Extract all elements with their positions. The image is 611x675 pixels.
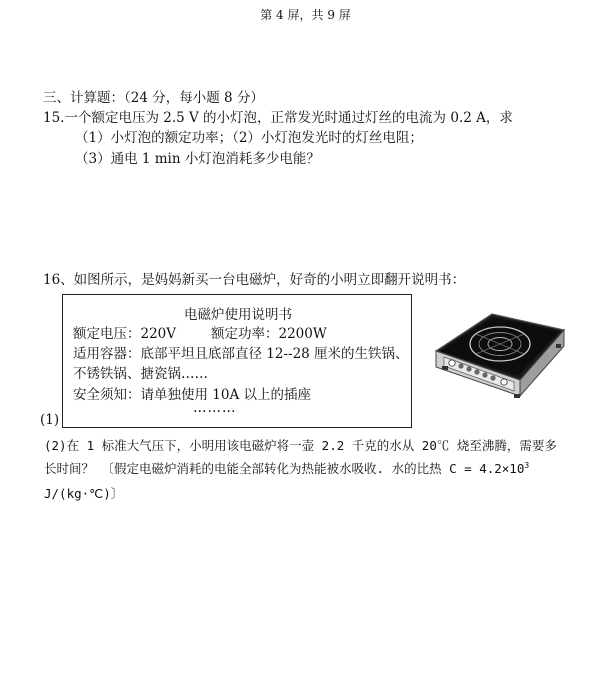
q16-part2-line3: J/(kg·℃)〕 <box>44 486 124 501</box>
manual-container-line2: 不锈铁锅、搪瓷锅…… <box>73 366 208 382</box>
manual-rated-voltage: 额定电压：220V <box>73 326 177 342</box>
manual-title: 电磁炉使用说明书 <box>184 307 292 323</box>
q16-part2-line2-text: 长时间？ 〔假定电磁炉消耗的电能全部转化为热能被水吸收. 水的比热 C = 4.2×10 <box>44 461 525 476</box>
q15-parts-line1: （1）小灯泡的额定功率；（2）小灯泡发光时的灯丝电阻； <box>75 130 423 146</box>
q16-stem: 16、如图所示，是妈妈新买一台电磁炉，好奇的小明立即翻开说明书： <box>43 272 466 288</box>
q16-part2-line1: (2)在 1 标准大气压下，小明用该电磁炉将一壶 2.2 千克的水从 20℃ 烧至沸腾，需要多 <box>44 438 557 453</box>
q16-part2-exponent: 3 <box>524 460 530 470</box>
q15-parts-line2: （3）通电 1 min 小灯泡消耗多少电能？ <box>75 151 320 167</box>
q16-part2-line2 <box>44 459 529 477</box>
manual-box <box>62 294 412 428</box>
q16-part1-label: (1) <box>40 412 60 428</box>
q15-stem: 15.一个额定电压为 2.5 V 的小灯泡，正常发光时通过灯丝的电流为 0.2 A，求 <box>43 110 513 126</box>
manual-safety: 安全须知：请单独使用 10A 以上的插座 <box>73 387 312 403</box>
section-heading: 三、计算题：（24 分，每小题 8 分） <box>43 90 264 106</box>
induction-cooker-image <box>428 296 568 406</box>
manual-rated-power: 额定功率：2200W <box>211 326 327 342</box>
manual-container-line1: 适用容器：底部平坦且底部直径 12--28 厘米的生铁锅、 <box>73 346 409 362</box>
manual-ellipsis: ……… <box>193 400 237 416</box>
page-indicator: 第 4 屏，共 9 屏 <box>260 8 351 22</box>
